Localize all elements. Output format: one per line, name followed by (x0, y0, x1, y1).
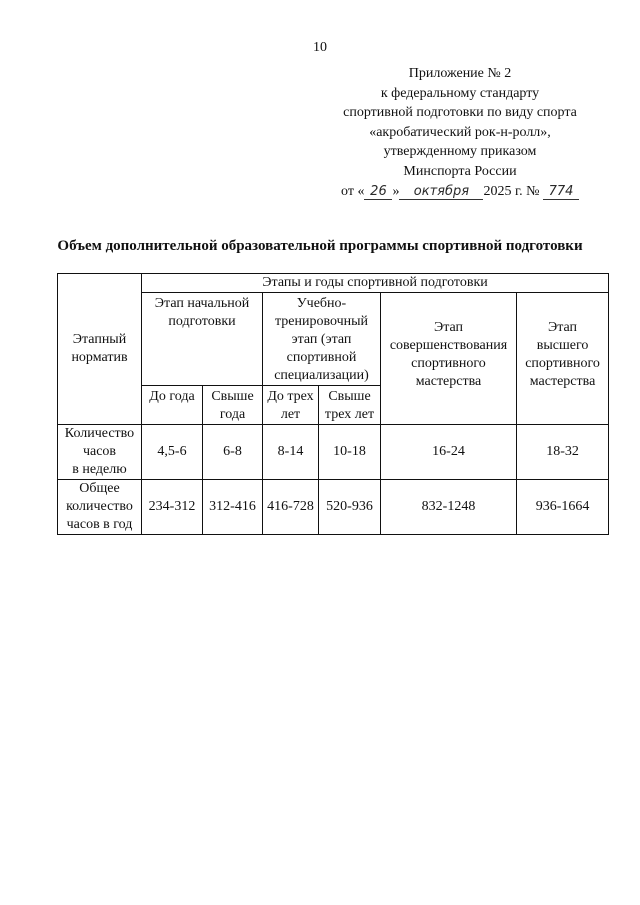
appendix-line: утвержденному приказом (383, 144, 537, 160)
date-day-handwritten: 26 (364, 185, 392, 200)
stage-training-header: Учебно- тренировочный этап (этап спортивной специализации) (263, 293, 381, 386)
document-title: Объем дополнительной образовательной программы спортивной подготовки (57, 238, 583, 254)
value-cell: 520-936 (319, 480, 381, 535)
appendix-block (340, 64, 580, 201)
sub-header-cell: Свыше года (203, 386, 263, 425)
stage-improvement-header: Этап совершенствования спортивного мастерства (381, 293, 517, 425)
value-cell: 10-18 (319, 425, 381, 480)
stage-initial-header: Этап начальной подготовки (142, 293, 263, 386)
stage-highest-header: Этап высшего спортивного мастерства (517, 293, 609, 425)
appendix-line: Минспорта России (403, 163, 517, 179)
row-label-cell: Общее количество часов в год (58, 480, 142, 535)
value-cell: 832-1248 (381, 480, 517, 535)
value-cell: 18-32 (517, 425, 609, 480)
date-year: 2025 г. № (483, 183, 540, 199)
table-row (58, 480, 609, 535)
value-cell: 8-14 (263, 425, 319, 480)
value-cell: 312-416 (203, 480, 263, 535)
appendix-line: Приложение № 2 (408, 66, 512, 81)
value-cell: 936-1664 (517, 480, 609, 535)
appendix-line: к федеральному стандарту (380, 85, 540, 101)
page-number: 10 (313, 40, 327, 55)
sub-header-cell: До трех лет (263, 386, 319, 425)
value-cell: 234-312 (142, 480, 203, 535)
date-mid: » (392, 183, 400, 199)
row-header-cell: Этапный норматив (58, 274, 142, 425)
order-number-handwritten: 774 (543, 185, 579, 200)
appendix-line: спортивной подготовки по виду спорта (343, 105, 577, 121)
order-date-line (340, 182, 580, 202)
value-cell: 416-728 (263, 480, 319, 535)
value-cell: 4,5-6 (142, 425, 203, 480)
sub-header-cell: До года (142, 386, 203, 425)
norms-table (57, 273, 609, 535)
value-cell: 6-8 (203, 425, 263, 480)
date-month-handwritten: октября (399, 185, 483, 200)
value-cell: 16-24 (381, 425, 517, 480)
sub-header-cell: Свыше трех лет (319, 386, 381, 425)
date-prefix: от « (341, 183, 365, 199)
row-label-cell: Количество часов в неделю (58, 425, 142, 480)
table-row (58, 425, 609, 480)
appendix-line: «акробатический рок-н-ролл», (369, 124, 551, 140)
group-header-cell: Этапы и годы спортивной подготовки (142, 274, 609, 293)
